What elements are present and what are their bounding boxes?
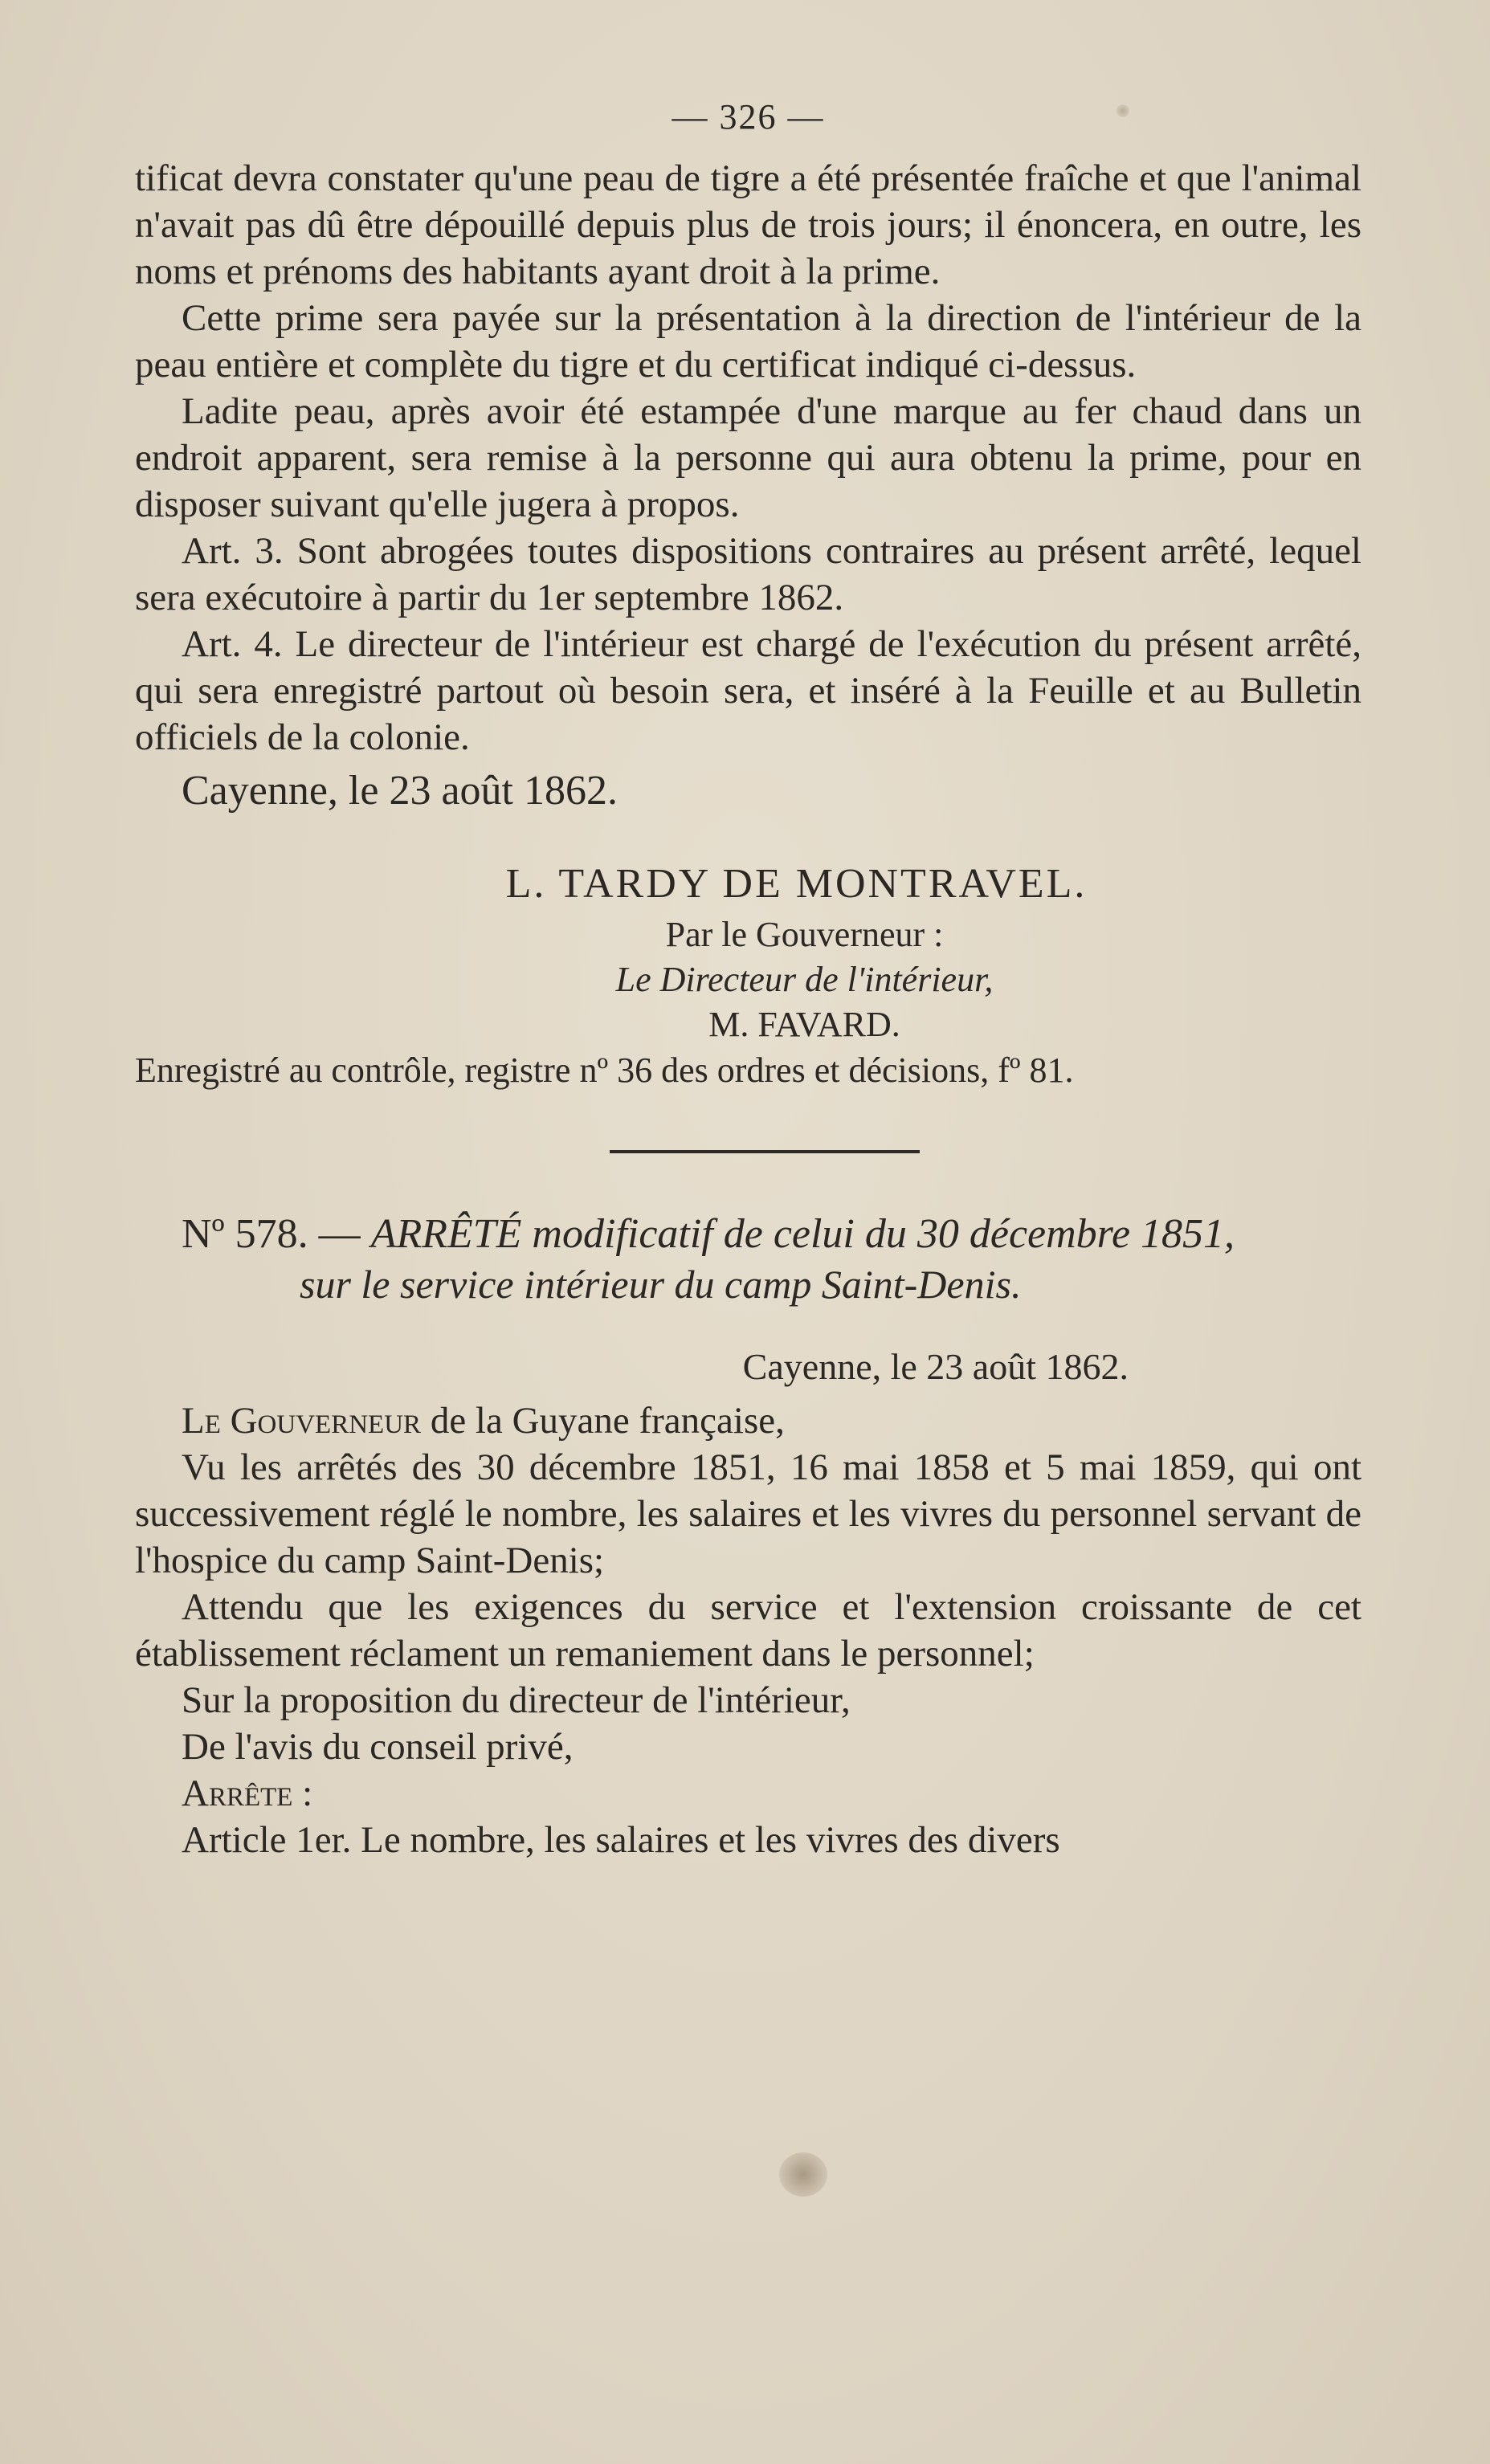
decree-title: ARRÊTÉ modificatif de celui du 30 décembre 1851,: [370, 1211, 1235, 1257]
date-line: Cayenne, le 23 août 1862.: [182, 768, 618, 814]
section-divider: [610, 1150, 920, 1153]
consideration: Vu les arrêtés des 30 décembre 1851, 16 mai 1858 et 5 mai 1859, qui ont successivement réglé le nombre, les salaires et les vivres du personnel servant de l'hospice du camp Saint-Denis;: [135, 1446, 1361, 1581]
arrete-label: Arrête :: [182, 1773, 313, 1814]
decree-location-date: Cayenne, le 23 août 1862.: [742, 1346, 1129, 1387]
page-number: — 326 —: [672, 97, 825, 137]
decree-heading: [135, 1210, 1361, 1259]
paragraph: Ladite peau, après avoir été estampée d'une marque au fer chaud dans un endroit apparent, sera remise à la personne qui aura obtenu la prime, pour en disposer suivant qu'elle jugera à propos.: [135, 390, 1361, 525]
signature: L. TARDY DE MONTRAVEL.: [505, 861, 1088, 907]
registration-note: Enregistré au contrôle, registre nº 36 des ordres et décisions, fº 81.: [135, 1050, 1074, 1090]
director-name: M. FAVARD.: [708, 1005, 900, 1044]
by-governor: Par le Gouverneur :: [665, 915, 944, 954]
governor-rest: de la Guyane française,: [421, 1400, 785, 1442]
paper-stain: [1116, 104, 1129, 117]
governor-label: Le Gouverneur: [182, 1400, 422, 1442]
paragraph: Cette prime sera payée sur la présentation à la direction de l'intérieur de la peau entière et complète du tigre et du certificat indiqué ci-dessus.: [135, 297, 1361, 386]
article-1: Article 1er. Le nombre, les salaires et les vivres des divers: [182, 1819, 1060, 1861]
director-title: Le Directeur de l'intérieur,: [615, 960, 994, 999]
decree-subtitle: sur le service intérieur du camp Saint-Denis.: [300, 1262, 1022, 1307]
article-3: Art. 3. Sont abrogées toutes dispositions contraires au présent arrêté, lequel sera exécutoire à partir du 1er septembre 1862.: [135, 530, 1361, 618]
paper-stain: [779, 2152, 827, 2197]
consideration: De l'avis du conseil privé,: [182, 1726, 574, 1768]
paragraph: tificat devra constater qu'une peau de tigre a été présentée fraîche et que l'animal n'avait pas dû être dépouillé depuis plus de trois jours; il énoncera, en outre, les noms et prénoms des habitants ayant droit à la prime.: [135, 157, 1361, 292]
decree-number: Nº 578. —: [182, 1211, 361, 1257]
consideration: Attendu que les exigences du service et l'extension croissante de cet établissement réclament un remaniement dans le personnel;: [135, 1586, 1361, 1675]
consideration: Sur la proposition du directeur de l'intérieur,: [182, 1679, 851, 1721]
article-4: Art. 4. Le directeur de l'intérieur est chargé de l'exécution du présent arrêté, qui sera enregistré partout où besoin sera, et inséré à la Feuille et au Bulletin officiels de la colonie.: [135, 623, 1361, 758]
governor-line: [135, 1397, 1361, 1444]
